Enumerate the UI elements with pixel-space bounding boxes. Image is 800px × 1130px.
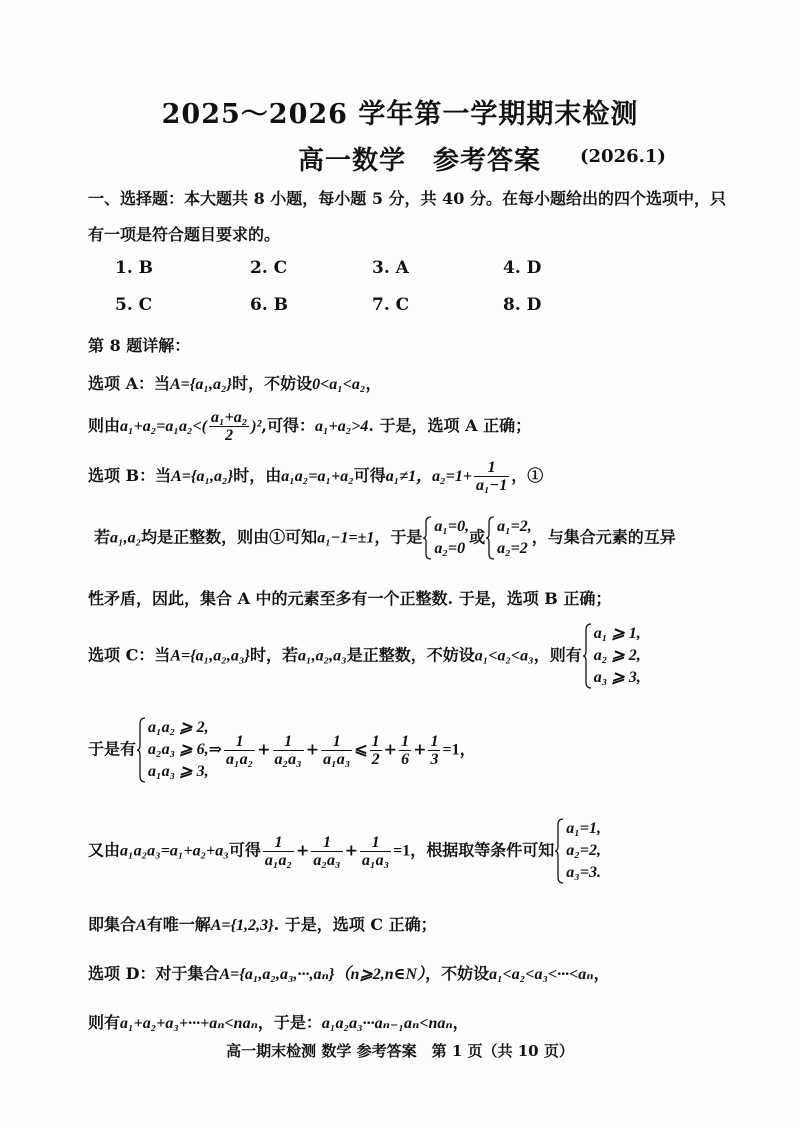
fraction <box>311 834 342 869</box>
document-title: 2025～2026 学年第一学期期末检测 <box>161 99 639 130</box>
text: 则由 <box>88 416 121 435</box>
math: )² <box>251 418 262 435</box>
math: a₁a₂a₃···aₙ₋₁aₙ<naₙ <box>321 1015 453 1032</box>
document-subtitle: 高一数学 参考答案 <box>298 146 542 176</box>
denominator: a₁a₃ <box>361 851 390 869</box>
equation-system <box>422 516 469 560</box>
implies-symbol: ⇒ <box>208 741 222 759</box>
answer-3: 3. A <box>372 258 409 278</box>
math: =1， <box>442 741 476 759</box>
fraction <box>321 733 352 768</box>
le-symbol: ⩽ <box>354 741 368 759</box>
numerator: a₁+a₂ <box>211 409 248 426</box>
denominator: a₂a₃ <box>313 851 341 869</box>
math: a₁a₂a₃=a₁+a₂+a₃ <box>120 842 229 860</box>
numerator: 1 <box>224 733 255 751</box>
denominator: a₁a₃ <box>323 750 351 768</box>
text: ， <box>452 1013 469 1032</box>
denominator: a₁a₂ <box>264 851 293 869</box>
system-row: a₂=0 <box>434 540 466 557</box>
left-brace-icon <box>136 717 146 783</box>
option-a-line <box>88 371 382 394</box>
option-b-line <box>88 459 543 494</box>
system-row: a₂=2, <box>566 842 601 859</box>
answer-4: 4. D <box>503 258 542 278</box>
numerator: 1 <box>311 834 342 852</box>
text: 或 <box>469 527 486 547</box>
text: 时，不妨设 <box>232 374 313 393</box>
denominator: 6 <box>401 750 410 768</box>
math: 0<a₁<a₂ <box>312 376 366 393</box>
math: a₁+a₂>4 <box>315 418 369 435</box>
text: ， <box>593 964 610 983</box>
option-d-line <box>88 961 610 984</box>
math: a₁<a₂<a₃ <box>474 647 534 665</box>
page-footer: 高一期末检测 数学 参考答案 第 1 页（共 10 页） <box>226 1042 574 1060</box>
system-row: a₃=3. <box>566 864 601 881</box>
numerator: 1 <box>263 834 294 852</box>
text: 可得 <box>353 466 386 485</box>
numerator: 1 <box>321 733 352 751</box>
math: a₁a₂=a₁+a₂ <box>281 468 354 485</box>
fraction <box>273 733 304 768</box>
text: 有唯一解 <box>146 915 211 934</box>
q8-heading: 第 8 题详解： <box>88 336 191 355</box>
text: ，不妨设 <box>425 964 490 983</box>
text: . 于是，选项 A 正确； <box>368 416 532 435</box>
text: ，则有 <box>533 645 582 665</box>
text: 均是正整数，则由①可知 <box>141 527 318 547</box>
answer-2: 2. C <box>250 258 288 278</box>
text: ，根据取等条件可知 <box>410 840 555 860</box>
text: 选项 B：当 <box>88 466 172 485</box>
math: A={a₁,a₂} <box>170 376 233 393</box>
system-row: a₁ ⩾ 1, <box>593 625 641 642</box>
text: ，① <box>511 466 544 485</box>
answer-5: 5. C <box>115 295 153 315</box>
denominator: a₁a₂ <box>225 750 254 768</box>
equation-system <box>136 717 209 783</box>
text: ， <box>365 374 382 393</box>
equation-system <box>554 818 601 884</box>
text: 时，由 <box>233 466 282 485</box>
system-row: a₁=0, <box>434 518 470 535</box>
fraction <box>209 409 249 444</box>
math: a₁−1=±1 <box>317 529 375 547</box>
denominator: a₁−1 <box>475 477 508 494</box>
option-a-derivation <box>88 409 531 444</box>
numerator: 1 <box>360 834 391 852</box>
option-c-conclusion <box>88 912 437 935</box>
text: 选项 C：当 <box>88 645 171 665</box>
left-brace-icon <box>422 516 432 560</box>
text: 若 <box>94 527 111 547</box>
text: 选项 D：对于集合 <box>88 964 220 983</box>
option-d-derivation <box>88 1010 469 1033</box>
option-b-conclusion: 性矛盾，因此，集合 A 中的元素至多有一个正整数. 于是，选项 B 正确； <box>88 589 612 608</box>
math: A={a₁,a₂} <box>171 468 234 485</box>
text: ，于是： <box>257 1013 322 1032</box>
math: a₁≠1， <box>385 468 433 485</box>
text: 则有 <box>88 1013 121 1032</box>
denominator: 3 <box>430 750 439 768</box>
math: a₁+a₂+a₃+···+aₙ<naₙ <box>120 1015 258 1032</box>
answer-7: 7. C <box>372 295 410 315</box>
text: ，于是 <box>374 527 423 547</box>
math: a₁<a₂<a₃<···<aₙ <box>489 966 594 983</box>
system-row: a₃ ⩾ 3, <box>593 669 641 686</box>
math: A <box>136 917 147 934</box>
denominator: a₂a₃ <box>274 750 302 768</box>
left-brace-icon <box>582 623 592 689</box>
numerator: 1 <box>401 732 410 750</box>
system-row: a₁=1, <box>566 820 601 837</box>
math: a₁+a₂=a₁a₂<( <box>120 418 208 435</box>
numerator: 1 <box>273 733 304 751</box>
text: . 于是，选项 C 正确； <box>273 915 437 934</box>
option-c-line <box>88 623 641 689</box>
text: 时，若 <box>249 645 298 665</box>
answer-6: 6. B <box>250 295 289 315</box>
text: 即集合 <box>88 915 137 934</box>
math: A={a₁,a₂,a₃,···,aₙ} <box>219 966 335 983</box>
math: A={a₁,a₂,a₃} <box>170 647 250 665</box>
system-row: a₁=2, <box>497 518 532 535</box>
math: a₂=1+ <box>432 468 472 485</box>
denominator: 2 <box>371 750 380 768</box>
text: 可得 <box>228 840 261 860</box>
option-c-inequality: 于是有 a₁a₂ ⩾ 2, a₂a₃ ⩾ 6, a₁a₃ ⩾ 3, ⇒ $\frac{1}{\text{a₁a₂}}$ + $\frac{1}{\text{a₂a₃}}$ + $\frac{1}{\text{a₁a₃}}$ ⩽ $\frac{1}{2}$ + $\frac{1}{6}$ + $\frac{1}{3}$ =1， <box>88 717 476 783</box>
section-heading-line1: 一、选择题：本大题共 8 小题，每小题 5 分，共 40 分。在每小题给出的四个选项中，只 <box>88 189 726 208</box>
text: ，与集合元素的互异 <box>531 527 676 547</box>
option-c-equality: 又由a₁a₂a₃=a₁+a₂+a₃可得 $\frac{1}{\text{a₁a₂}}$ + $\frac{1}{\text{a₂a₃}}$ + $\frac{1}{\text{a₁a₃}}$ =1，根据取等条件可知 a₁=1, a₂=2, a₃=3. <box>88 818 601 884</box>
left-brace-icon <box>485 516 495 560</box>
fraction <box>224 733 255 768</box>
equation-system <box>582 623 641 689</box>
document-date: (2026.1) <box>580 146 666 167</box>
text: ,可得： <box>261 416 315 435</box>
math: A={1,2,3} <box>210 917 274 934</box>
fraction <box>474 459 509 494</box>
system-row: a₂=2 <box>497 540 528 557</box>
numerator: 1 <box>430 732 439 750</box>
equation-system <box>485 516 532 560</box>
answer-8: 8. D <box>503 295 542 315</box>
fraction <box>263 834 294 869</box>
option-b-case-analysis <box>94 516 676 560</box>
numerator: 1 <box>474 459 509 477</box>
text: 又由 <box>88 840 121 860</box>
fraction <box>370 733 382 768</box>
fraction <box>360 834 391 869</box>
text: 选项 A：当 <box>88 374 170 393</box>
answer-1: 1. B <box>115 258 154 278</box>
math: a₁,a₂ <box>110 529 142 547</box>
numerator: 1 <box>371 732 380 750</box>
left-brace-icon <box>554 818 564 884</box>
system-row: a₁a₂ ⩾ 2, <box>148 719 209 736</box>
system-row: a₂ ⩾ 2, <box>593 647 641 664</box>
denominator: 2 <box>225 427 234 444</box>
text: 是正整数，不妨设 <box>346 645 475 665</box>
math: a₁,a₂,a₃ <box>298 647 347 665</box>
fraction <box>428 733 440 768</box>
system-row: a₂a₃ ⩾ 6, <box>148 741 209 758</box>
section-heading-line2: 有一项是符合题目要求的。 <box>88 225 281 244</box>
math: （n⩾2,n∈N） <box>334 966 426 983</box>
text: 于是有 <box>88 739 137 759</box>
system-row: a₁a₃ ⩾ 3, <box>148 763 209 780</box>
fraction <box>399 733 411 768</box>
math: =1 <box>393 842 411 860</box>
